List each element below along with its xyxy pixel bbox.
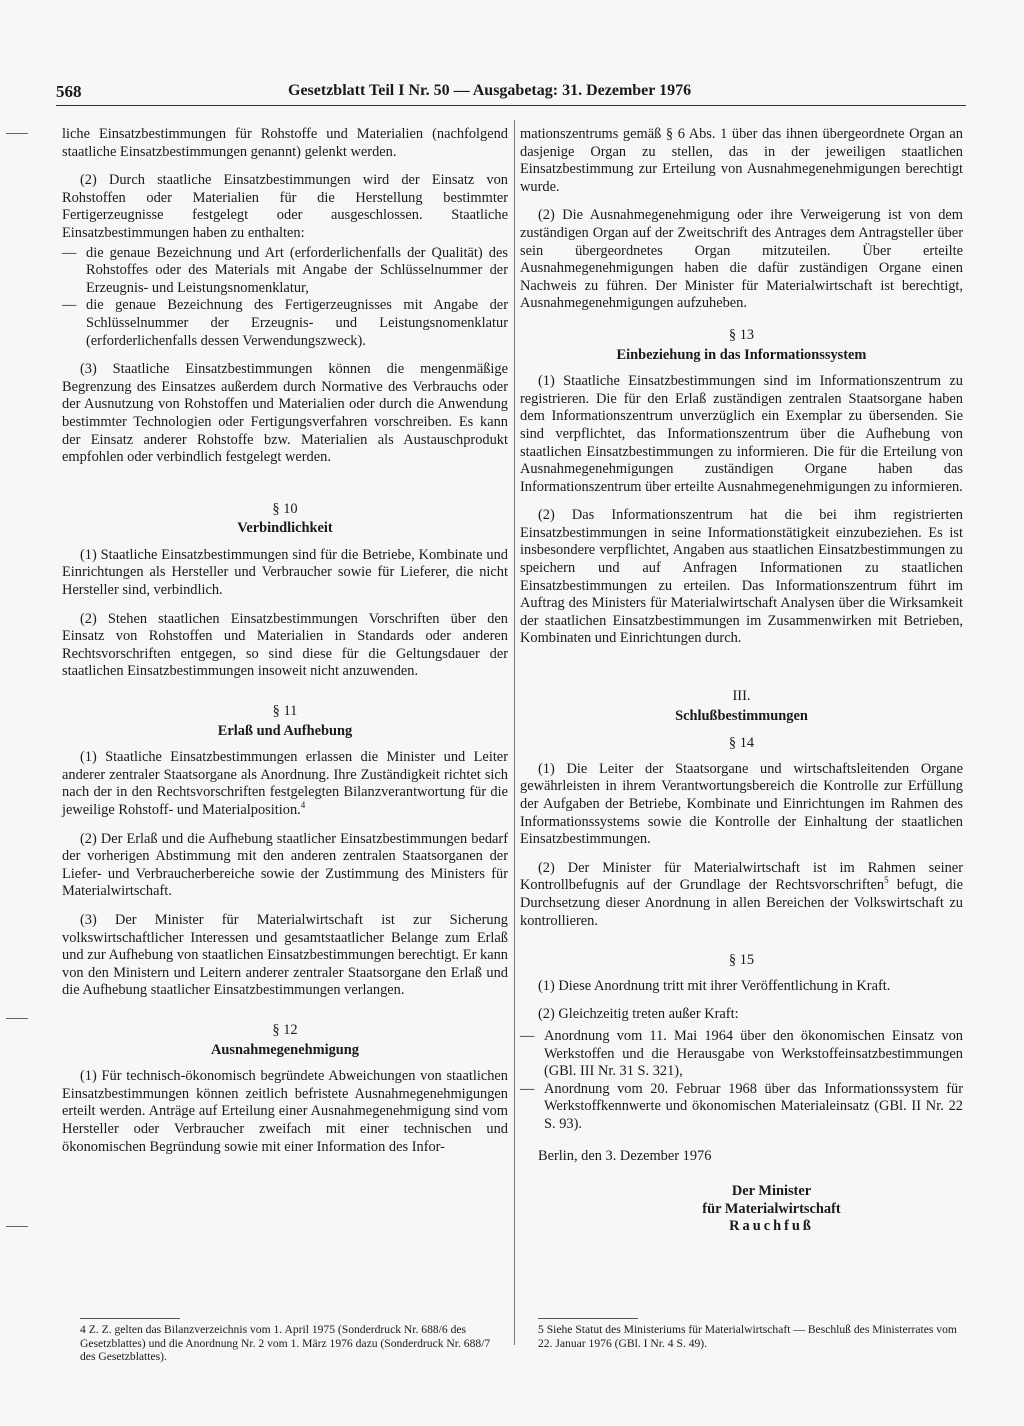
list-item bbox=[62, 297, 508, 350]
signature-subtitle: für Materialwirtschaft bbox=[702, 1200, 841, 1217]
section-title: Erlaß und Aufhebung bbox=[217, 722, 353, 739]
footnote-rule bbox=[538, 1318, 638, 1319]
section-title: Einbeziehung in das Informationssystem bbox=[616, 346, 867, 363]
paragraph: (3) Staatliche Einsatzbestimmungen können die mengenmäßige Begrenzung des Einsatzes außerdem durch Normative des Verbrauchs oder der Ausnutzung von Rohstoffen und Materialien oder durch die Anwendung bestimmter Technologien oder Fertigungsverfahren vorschreiben. Es kann der Einsatz anderer Rohstoffe bzw. Materialien als Austauschprodukt empfohlen oder verbindlich festgelegt werden. bbox=[62, 361, 508, 466]
place-date: Berlin, den 3. Dezember 1976 bbox=[538, 1147, 712, 1164]
section-number: § 11 bbox=[272, 703, 298, 720]
page-number: 568 bbox=[56, 82, 82, 101]
dash-bullet-icon: — bbox=[62, 297, 77, 314]
paragraph: (1) Die Leiter der Staatsorgane und wirtschaftsleitenden Organe gewährleisten in ihrem Verantwortungsbereich die Kontrolle zur Erfüllung der Aufgaben der Betriebe, Kombinate und Einrichtungen im Rahmen des Informationssystems sowie die Kontrolle der Einhaltung der staatlichen Einsatzbestimmungen. bbox=[520, 760, 963, 848]
right-column bbox=[520, 126, 963, 1236]
list-item bbox=[62, 245, 508, 298]
dash-bullet-icon: — bbox=[520, 1027, 535, 1044]
list-item-text: die genaue Bezeichnung des Fertigerzeugnisses mit Angabe der Schlüsselnummer der Erzeugnis- und Leistungsnomenklatur (erforderlichenfalls dessen Verwendungszweck). bbox=[86, 297, 508, 349]
paragraph bbox=[520, 860, 963, 930]
paragraph: (1) Staatliche Einsatzbestimmungen sind im Informationszentrum zu registrieren. Die für den Erlaß zuständigen zentralen Staatsorgane haben dem Informationszentrum unverzüglich ein Exemplar zu übersenden. Sie sind verpflichtet, das Informationszentrum über die Aufhebung von staatlichen Einsatzbestimmungen zu informieren. Die für die Erteilung von Ausnahmegenehmigungen zuständigen Organe haben das Informationszentrum über erteilte Ausnahmegenehmigungen zu informieren. bbox=[520, 373, 963, 495]
footnote-reference: 5 bbox=[884, 875, 889, 886]
section-number: § 12 bbox=[272, 1021, 298, 1038]
dash-bullet-icon: — bbox=[520, 1080, 535, 1097]
running-head: Gesetzblatt Teil I Nr. 50 — Ausgabetag: 31. Dezember 1976 bbox=[288, 82, 692, 99]
paragraph: (1) Staatliche Einsatzbestimmungen sind für die Betriebe, Kombinate und Einrichtungen als Hersteller und Verbraucher sowie für Lieferer, die nicht Hersteller sind, verbindlich. bbox=[62, 546, 508, 599]
footnote-rule bbox=[80, 1318, 180, 1319]
paragraph: (3) Der Minister für Materialwirtschaft ist zur Sicherung volkswirtschaftlicher Interessen und gesamtstaatlicher Belange zum Erlaß und zur Aufhebung von staatlichen Einsatzbestimmungen berechtigt. Er kann von den Ministern und Leitern anderer zentraler Staatsorgane den Erlaß und die Aufhebung staatlicher Einsatzbestimmungen verlangen. bbox=[62, 911, 508, 999]
part-title: Schlußbestimmungen bbox=[675, 707, 808, 724]
section-number: § 13 bbox=[728, 326, 755, 343]
section-number: § 10 bbox=[272, 500, 298, 517]
signature-title: Der Minister bbox=[731, 1183, 812, 1200]
column-divider bbox=[514, 120, 515, 1345]
paragraph-text: (2) Der Minister für Materialwirtschaft ist im Rahmen seiner Kontrollbefugnis auf der Grundlage der Rechtsvorschriften bbox=[520, 859, 963, 894]
paragraph: (2) Das Informationszentrum hat die bei ihm registrierten Einsatzbestimmungen in seine Informationstätigkeit einzubeziehen. Es ist insbesondere verpflichtet, Angaben aus staatlichen Einsatzbestimmungen zu speichern und auf Anfragen Informationen zu staatlichen Einsatzbestimmungen zu erteilen. Das Informationszentrum führt im Auftrag des Ministers für Materialwirtschaft Analysen über die Wirksamkeit der staatlichen Einsatzbestimmungen im Zusammenwirken mit Betrieben, Kombinaten und Einrichtungen durch. bbox=[520, 507, 963, 647]
header-rule bbox=[56, 105, 966, 106]
left-column bbox=[62, 126, 508, 1167]
margin-mark bbox=[6, 1018, 28, 1019]
paragraph: liche Einsatzbestimmungen für Rohstoffe und Materialien (nachfolgend staatliche Einsatzbestimmungen genannt) gelenkt werden. bbox=[62, 126, 508, 160]
section-number: § 15 bbox=[728, 952, 755, 969]
section-number: § 14 bbox=[728, 735, 755, 752]
footnote: 4 Z. Z. gelten das Bilanzverzeichnis vom 1. April 1975 (Sonderdruck Nr. 688/6 des Gesetzblattes) und die Anordnung Nr. 2 vom 1. März 1976 dazu (Sonderdruck Nr. 688/7 des Gesetzblattes). bbox=[80, 1323, 491, 1363]
margin-mark bbox=[6, 133, 28, 134]
signature-name: Rauchfuß bbox=[729, 1218, 814, 1235]
list-item-text: Anordnung vom 11. Mai 1964 über den ökonomischen Einsatz von Werkstoffen und die Herausgabe von Werkstoffeinsatzbestimmungen (GBl. III Nr. 31 S. 321), bbox=[544, 1027, 963, 1080]
margin-mark bbox=[6, 1226, 28, 1227]
paragraph: (2) Der Erlaß und die Aufhebung staatlicher Einsatzbestimmungen bedarf der vorherigen Abstimmung mit den anderen zentralen Staatsorganen der Liefer- und Verbraucherbereiche sowie der Zustimmung des Ministers für Materialwirtschaft. bbox=[62, 830, 508, 900]
paragraph: (2) Durch staatliche Einsatzbestimmungen wird der Einsatz von Rohstoffen oder Materialien für die Herstellung bestimmter Fertigerzeugnisse festgelegt oder ausgeschlossen. Staatliche Einsatzbestimmungen haben zu enthalten: bbox=[62, 172, 508, 241]
section-title: Ausnahmegenehmigung bbox=[211, 1041, 359, 1058]
paragraph: (1) Für technisch-ökonomisch begründete Abweichungen von staatlichen Einsatzbestimmungen können zeitlich befristete Ausnahmegenehmigungen erteilt werden. Anträge auf Erteilung einer Ausnahmegenehmigung sind vom Hersteller oder Verbraucher zweifach mit einer technischen und ökonomischen Begründung sowie mit einer Information des Infor- bbox=[62, 1068, 508, 1155]
paragraph bbox=[62, 749, 508, 819]
paragraph-text: befugt, die Durchsetzung dieser Anordnung in allen Bereichen der Volkswirtschaft zu kontrollieren. bbox=[520, 877, 963, 929]
paragraph: (2) Gleichzeitig treten außer Kraft: bbox=[538, 1006, 739, 1023]
footnote-reference: 4 bbox=[300, 800, 306, 811]
footnote: 5 Siehe Statut des Ministeriums für Materialwirtschaft — Beschluß des Ministerrates vom 22. Januar 1976 (GBl. I Nr. 4 S. 49). bbox=[538, 1323, 957, 1350]
dash-bullet-icon: — bbox=[62, 244, 77, 261]
list-item bbox=[520, 1081, 963, 1134]
page-header bbox=[56, 82, 966, 104]
part-number: III. bbox=[732, 688, 751, 705]
paragraph: (2) Stehen staatlichen Einsatzbestimmungen Vorschriften über den Einsatz von Rohstoffen und Materialien in Standards oder anderen Rechtsvorschriften entgegen, so sind diese für die Geltungsdauer der staatlichen Einsatzbestimmungen insoweit nicht anzuwenden. bbox=[62, 610, 508, 680]
list-item-text: die genaue Bezeichnung und Art (erforderlichenfalls der Qualität) des Rohstoffes oder des Materials mit Angabe der Schlüsselnummer der Erzeugnis- und Leistungsnomenklatur, bbox=[86, 244, 508, 296]
section-title: Verbindlichkeit bbox=[237, 520, 333, 537]
paragraph-text: (1) Staatliche Einsatzbestimmungen erlassen die Minister und Leiter anderer zentraler Staatsorgane als Anordnung. Ihre Zuständigkeit richtet sich nach der in den Rechtsvorschriften festgelegten Bilanzverantwortung für die jeweilige Rohstoff- und Materialposition. bbox=[62, 749, 508, 818]
paragraph: (2) Die Ausnahmegenehmigung oder ihre Verweigerung ist von dem zuständigen Organ auf der Zweitschrift des Antrages dem Antragsteller über sein übergeordnetes Organ mitzuteilen. Über erteilte Ausnahmegenehmigungen haben die dafür zuständigen Organe einen Nachweis zu führen. Der Minister für Materialwirtschaft ist berechtigt, Ausnahmegenehmigungen aufzuheben. bbox=[520, 207, 963, 312]
paragraph: mationszentrums gemäß § 6 Abs. 1 über das ihnen übergeordnete Organ an dasjenige Organ zu stellen, das in der jeweiligen staatlichen Einsatzbestimmung zur Erteilung von Ausnahmegenehmigungen berechtigt wurde. bbox=[520, 126, 963, 195]
list-item bbox=[520, 1028, 963, 1081]
paragraph: (1) Diese Anordnung tritt mit ihrer Veröffentlichung in Kraft. bbox=[538, 977, 891, 994]
list-item-text: Anordnung vom 20. Februar 1968 über das Informationssystem für Werkstoffkennwerte und ökonomischen Materialeinsatz (GBl. II Nr. 22 S. 93). bbox=[544, 1080, 963, 1132]
